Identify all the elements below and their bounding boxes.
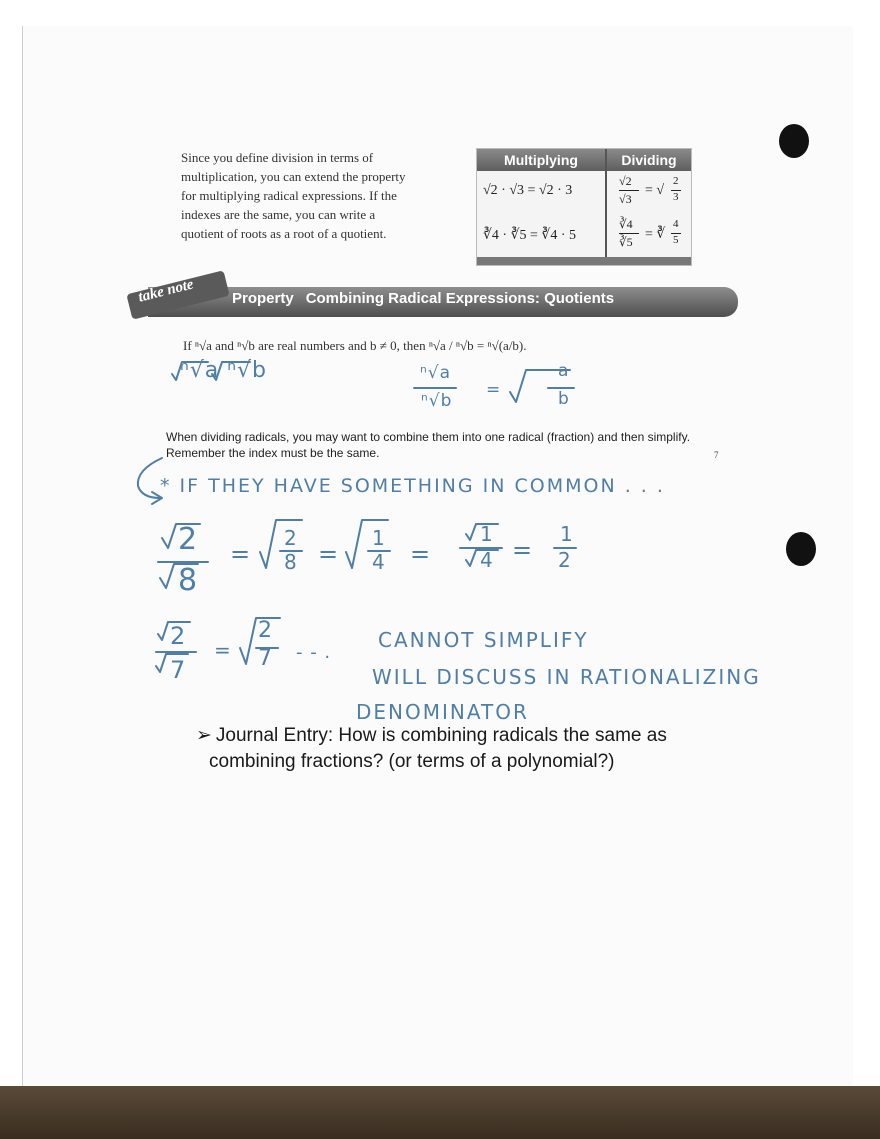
binder-hole-top — [779, 124, 809, 158]
fraction-bar — [619, 233, 639, 234]
div-row-2-den: ∛5 — [619, 235, 633, 249]
ex1-step3-den: 4 — [480, 548, 494, 572]
journal-text-1: Journal Entry: How is combining radicals the same as — [215, 725, 667, 746]
ex1-result-den: 2 — [558, 548, 572, 572]
radical-rules-table — [476, 148, 692, 266]
intro-paragraph — [181, 148, 451, 243]
binder-hole-middle — [786, 532, 816, 566]
ex2-dots: - - . — [296, 642, 332, 663]
mult-row-1: √2 · √3 = √2 · 3 — [483, 183, 573, 198]
intro-line: for multiplying radical expressions. If the — [181, 188, 397, 203]
arrow-bullet-icon: ➢ — [196, 725, 212, 746]
div-row-1-den: √3 — [619, 192, 632, 206]
quotient-rule-statement: If ⁿ√a and ⁿ√b are real numbers and b ≠ 0, then ⁿ√a / ⁿ√b = ⁿ√(a/b). — [183, 338, 527, 353]
equals-sign: = ∛ — [645, 227, 666, 242]
handwritten-cannot-simplify: CANNOT SIMPLIFY — [378, 628, 589, 652]
journal-entry — [196, 723, 736, 775]
header-dividing: Dividing — [607, 149, 691, 171]
note-line-2: Remember the index must be the same. — [166, 446, 380, 460]
handwritten-equals: = — [486, 380, 502, 400]
fraction-bar — [619, 190, 639, 191]
div-row-1-rhs-num: 2 — [673, 175, 679, 187]
ex1-step2-num: 1 — [372, 526, 386, 550]
ex2-step-num: 2 — [258, 618, 273, 643]
intro-line: multiplication, you can extend the property — [181, 169, 406, 184]
ex2-step-den: 7 — [258, 646, 273, 671]
page-mark: 7 — [714, 450, 719, 460]
handwritten-will-discuss: WILL DISCUSS IN RATIONALIZING — [372, 665, 761, 689]
mult-row-2: ∛4 · ∛5 = ∛4 · 5 — [483, 228, 576, 243]
div-row-2-rhs-den: 5 — [673, 234, 679, 246]
banner-title — [232, 290, 614, 307]
ex1-eq-2: = — [318, 540, 340, 568]
div-row-1-rhs-den: 3 — [673, 191, 679, 203]
equals-sign: = √ — [645, 183, 665, 198]
scanner-bottom-edge — [0, 1086, 880, 1139]
handwritten-denominator: DENOMINATOR — [356, 700, 529, 724]
banner-heading: Combining Radical Expressions: Quotients — [305, 290, 615, 307]
table-footer-bar — [477, 257, 691, 265]
div-row-2-num: ∛4 — [619, 217, 633, 231]
dividing-note — [166, 429, 746, 461]
column-divider — [605, 149, 607, 257]
handwritten-rhs-num: a — [558, 361, 570, 381]
ex1-num: 2 — [178, 522, 199, 557]
ex1-step3-num: 1 — [480, 522, 494, 546]
handwritten-common-note: * IF THEY HAVE SOMETHING IN COMMON . . . — [160, 475, 665, 497]
div-row-2-rhs-num: 4 — [673, 218, 679, 230]
take-note-label: take note — [136, 276, 196, 306]
ex1-eq-1: = — [230, 540, 252, 568]
journal-line-2: combining fractions? (or terms of a polynomial?) — [209, 751, 615, 772]
ex1-step1-den: 8 — [284, 550, 298, 574]
intro-line: quotient of roots as a root of a quotient. — [181, 226, 387, 241]
div-row-1-num: √2 — [619, 174, 632, 188]
ex2-eq: = — [214, 638, 232, 662]
intro-line: indexes are the same, you can write a — [181, 207, 376, 222]
ex1-step1-num: 2 — [284, 526, 298, 550]
note-line-1: When dividing radicals, you may want to combine them into one radical (fraction) and then simplify. — [166, 430, 691, 444]
ex1-step2-den: 4 — [372, 550, 386, 574]
handwritten-rhs-den: b — [558, 389, 570, 409]
ex1-eq-4: = — [512, 536, 534, 564]
header-multiplying: Multiplying — [477, 149, 605, 171]
ex1-den: 8 — [178, 563, 199, 598]
handwritten-radicals: ⁿ√a ⁿ√b — [180, 358, 268, 383]
intro-line: Since you define division in terms of — [181, 150, 374, 165]
journal-line-1 — [196, 723, 736, 749]
ex1-result-num: 1 — [560, 522, 574, 546]
handwritten-frac-num: ⁿ√a — [420, 363, 452, 383]
ex2-num: 2 — [170, 622, 187, 650]
ex1-eq-3: = — [410, 540, 432, 568]
handwritten-frac-den: ⁿ√b — [421, 391, 453, 411]
banner-property-label: Property — [232, 290, 294, 307]
ex2-den: 7 — [170, 656, 187, 684]
